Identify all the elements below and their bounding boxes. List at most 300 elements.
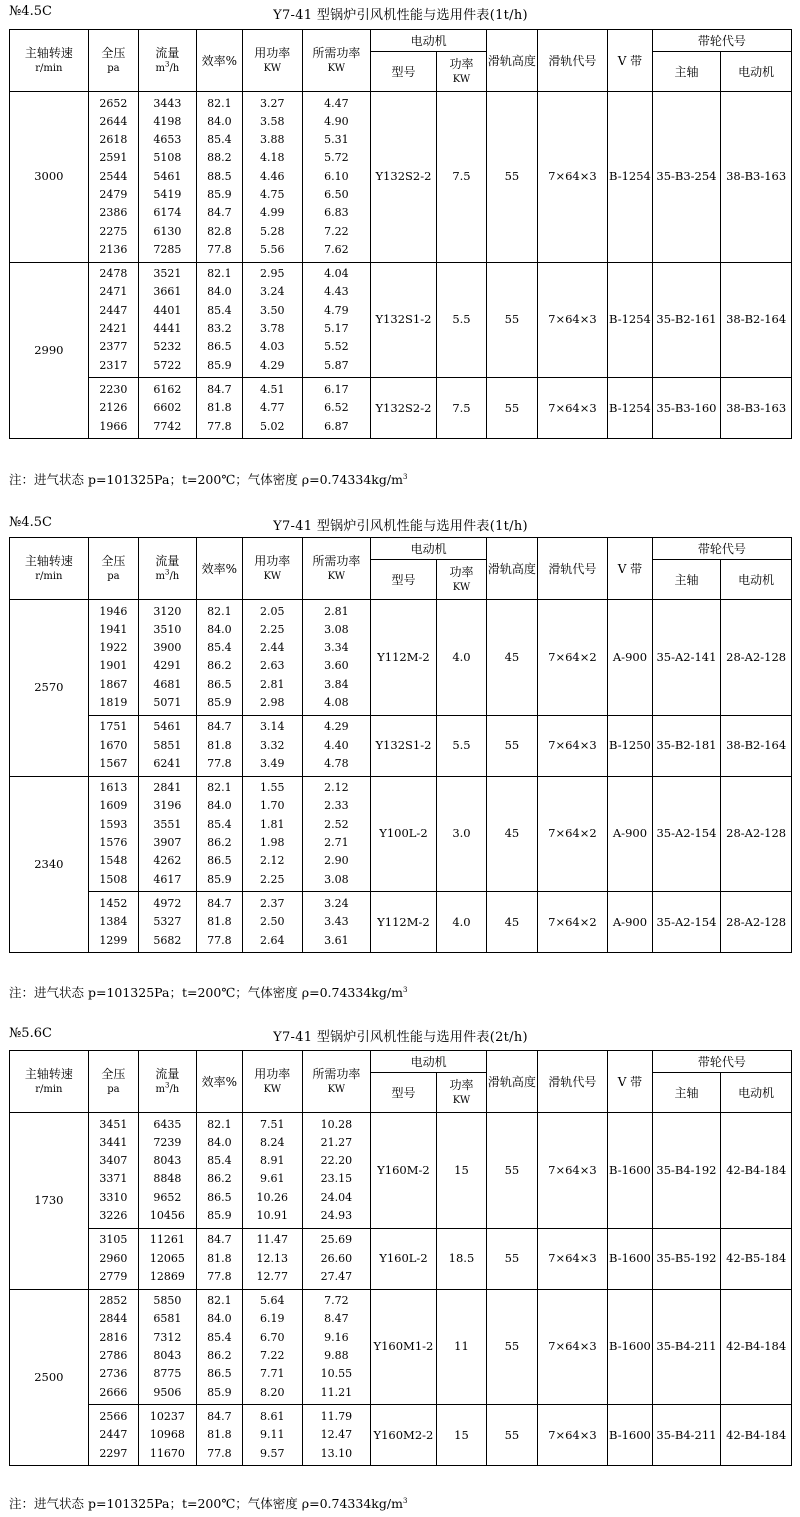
col-vbelt — [608, 30, 652, 92]
vbelt-cell — [608, 378, 652, 439]
cell-value: 2852 — [99, 1294, 128, 1308]
table-section — [9, 1026, 792, 1511]
section-header — [9, 515, 792, 537]
table-title: Y7-41 型锅炉引风机性能与选用件表(1t/h) — [273, 8, 528, 23]
cell-value: 26.60 — [320, 1251, 353, 1265]
speed-value: 2990 — [34, 342, 64, 357]
cell-value: 2317 — [99, 358, 128, 372]
cell-value: 3196 — [153, 799, 182, 813]
cell-value: 1922 — [99, 641, 128, 655]
motor-model-value: Y160M2-2 — [373, 1427, 434, 1442]
flow-cell — [139, 378, 197, 439]
col-pulley — [652, 538, 791, 560]
motor-model-cell — [371, 1289, 437, 1405]
cell-value: 2.52 — [324, 817, 349, 831]
motor-power-value: 15 — [454, 1162, 469, 1177]
col-motor-power-unit: KW — [452, 73, 471, 85]
pulley-motor-cell — [721, 1405, 792, 1466]
table-row — [10, 262, 792, 378]
used-power-cell — [243, 1405, 303, 1466]
col-rail-height — [487, 538, 537, 600]
motor-power-value: 4.0 — [452, 914, 471, 929]
cell-value: 4653 — [153, 133, 182, 147]
cell-value: 1966 — [99, 419, 128, 433]
cell-value: 5232 — [153, 340, 182, 354]
rail-code-value: 7×64×3 — [548, 1162, 597, 1177]
col-motor-label: 电动机 — [410, 1054, 447, 1069]
table-row — [10, 378, 792, 439]
cell-value: 5.52 — [324, 340, 349, 354]
pulley-motor-value: 38-B2-164 — [726, 312, 787, 327]
cell-value: 84.7 — [207, 896, 232, 910]
vbelt-cell — [608, 92, 652, 263]
col-pressure — [88, 30, 138, 92]
table-number: №4.5C — [9, 515, 52, 530]
col-rail-height — [487, 30, 537, 92]
cell-value: 5461 — [153, 720, 182, 734]
col-pulley-main-label: 主轴 — [674, 1085, 699, 1100]
cell-value: 81.8 — [207, 1251, 232, 1265]
col-pulley-motor — [721, 1073, 792, 1113]
cell-value: 4.51 — [260, 382, 285, 396]
cell-value: 3371 — [99, 1172, 128, 1186]
speed-cell — [10, 1289, 89, 1466]
speed-cell — [10, 262, 89, 439]
col-pulley-motor-label: 电动机 — [738, 1085, 775, 1100]
cell-value: 3.84 — [324, 677, 349, 691]
col-required-power-label: 所需功率 — [312, 1066, 361, 1081]
cell-value: 2.63 — [260, 659, 285, 673]
cell-value: 2.95 — [260, 267, 285, 281]
flow-cell — [139, 262, 197, 378]
cell-value: 3.49 — [260, 756, 285, 770]
cell-value: 2297 — [99, 1446, 128, 1460]
col-motor-power-unit: KW — [452, 1094, 471, 1106]
col-motor — [371, 30, 487, 52]
rail-code-value: 7×64×3 — [548, 1250, 597, 1265]
rail-height-cell — [487, 1289, 537, 1405]
cell-value: 2.37 — [260, 896, 285, 910]
cell-value: 4198 — [153, 114, 182, 128]
cell-value: 4.29 — [260, 358, 285, 372]
cell-value: 7.71 — [260, 1367, 285, 1381]
col-flow — [139, 1051, 197, 1113]
cell-value: 4.08 — [324, 695, 349, 709]
cell-value: 7742 — [153, 419, 182, 433]
vbelt-cell — [608, 892, 652, 953]
cell-value: 7.62 — [324, 242, 349, 256]
cell-value: 2447 — [99, 303, 128, 317]
cell-value: 2786 — [99, 1349, 128, 1363]
cell-value: 85.4 — [207, 641, 232, 655]
cell-value: 3.61 — [324, 933, 349, 947]
cell-value: 2.33 — [324, 799, 349, 813]
cell-value: 6162 — [153, 382, 182, 396]
cell-value: 2.81 — [324, 604, 349, 618]
cell-value: 2447 — [99, 1428, 128, 1442]
cell-value: 2230 — [99, 382, 128, 396]
cell-value: 86.2 — [207, 1172, 232, 1186]
cell-value: 4401 — [153, 303, 182, 317]
col-used-power — [243, 1051, 303, 1113]
cell-value: 2618 — [99, 133, 128, 147]
cell-value: 85.9 — [207, 1208, 232, 1222]
rail-height-value: 55 — [504, 400, 520, 415]
pulley-main-value: 35-B4-211 — [656, 1339, 717, 1354]
cell-value: 5850 — [153, 1294, 182, 1308]
cell-value: 6435 — [153, 1117, 182, 1131]
pulley-motor-cell — [721, 262, 792, 378]
rail-height-value: 55 — [504, 1162, 520, 1177]
pressure-cell — [88, 892, 138, 953]
cell-value: 2377 — [99, 340, 128, 354]
cell-value: 86.2 — [207, 659, 232, 673]
cell-value: 86.5 — [207, 677, 232, 691]
cell-value: 2275 — [99, 224, 128, 238]
col-rail-code — [537, 30, 608, 92]
cell-value: 85.9 — [207, 187, 232, 201]
cell-value: 12.13 — [256, 1251, 289, 1265]
cell-value: 4.79 — [324, 303, 349, 317]
table-row — [10, 892, 792, 953]
motor-model-cell — [371, 1228, 437, 1289]
cell-value: 8775 — [153, 1367, 182, 1381]
cell-value: 9.61 — [260, 1172, 285, 1186]
cell-value: 3.08 — [324, 872, 349, 886]
cell-value: 2.12 — [260, 854, 285, 868]
rail-code-value: 7×64×3 — [548, 1339, 597, 1354]
required-power-cell — [302, 262, 371, 378]
table-container — [9, 29, 792, 439]
cell-value: 7.22 — [260, 1349, 285, 1363]
pulley-main-cell — [652, 715, 721, 776]
table-note: 注：进气状态 p=101325Pa；t=200℃；气体密度 $\rho=0.74334kg/m^3$ — [9, 1496, 408, 1511]
efficiency-cell — [196, 92, 242, 263]
required-power-cell — [302, 1228, 371, 1289]
cell-value: 3.32 — [260, 738, 285, 752]
cell-value: 85.4 — [207, 133, 232, 147]
motor-power-cell — [436, 892, 486, 953]
col-efficiency — [196, 1051, 242, 1113]
cell-value: 4.18 — [260, 151, 285, 165]
rail-height-cell — [487, 1228, 537, 1289]
cell-value: 10.55 — [320, 1367, 353, 1381]
cell-value: 2.44 — [260, 641, 285, 655]
cell-value: 6.19 — [260, 1312, 285, 1326]
motor-model-cell — [371, 378, 437, 439]
col-rail-code-label: 滑轨代号 — [548, 53, 597, 68]
cell-value: 85.4 — [207, 1154, 232, 1168]
cell-value: 5.17 — [324, 322, 349, 336]
cell-value: 3443 — [153, 96, 182, 110]
vbelt-cell — [608, 1289, 652, 1405]
col-vbelt-label: V 带 — [617, 1074, 643, 1089]
pulley-motor-value: 38-B3-163 — [726, 400, 787, 415]
cell-value: 5419 — [153, 187, 182, 201]
pulley-main-value: 35-B4-192 — [656, 1162, 717, 1177]
col-pulley — [652, 1051, 791, 1073]
col-vbelt-label: V 带 — [617, 53, 643, 68]
used-power-cell — [243, 1289, 303, 1405]
cell-value: 1548 — [99, 854, 128, 868]
rail-height-value: 55 — [504, 1250, 520, 1265]
rail-code-cell — [537, 1405, 608, 1466]
speed-cell — [10, 600, 89, 777]
speed-value: 1730 — [34, 1193, 64, 1208]
motor-model-value: Y100L-2 — [379, 826, 428, 841]
pulley-main-value: 35-A2-154 — [656, 914, 717, 929]
col-pulley-motor — [721, 560, 792, 600]
cell-value: 6581 — [153, 1312, 182, 1326]
pulley-motor-cell — [721, 1228, 792, 1289]
col-rail-height-label: 滑轨高度 — [487, 1074, 536, 1089]
cell-value: 12869 — [149, 1269, 185, 1283]
cell-value: 84.7 — [207, 206, 232, 220]
col-motor-power-label: 功率 — [449, 56, 474, 71]
cell-value: 3105 — [99, 1233, 128, 1247]
cell-value: 4.40 — [324, 738, 349, 752]
cell-value: 1867 — [99, 677, 128, 691]
pressure-cell — [88, 600, 138, 716]
cell-value: 11.47 — [256, 1233, 289, 1247]
col-used-power — [243, 30, 303, 92]
cell-value: 5851 — [153, 738, 182, 752]
rail-code-cell — [537, 1113, 608, 1229]
cell-value: 1819 — [99, 695, 128, 709]
col-speed-label: 主轴转速 — [24, 45, 73, 60]
cell-value: 3.14 — [260, 720, 285, 734]
col-speed-unit: r/min — [35, 570, 63, 582]
cell-value: 6.10 — [324, 169, 349, 183]
table-note: 注：进气状态 p=101325Pa；t=200℃；气体密度 $\rho=0.74334kg/m^3$ — [9, 985, 408, 1000]
cell-value: 10456 — [149, 1208, 185, 1222]
cell-value: 2126 — [99, 401, 128, 415]
cell-value: 4.29 — [324, 720, 349, 734]
cell-value: 4262 — [153, 854, 182, 868]
cell-value: 77.8 — [207, 756, 232, 770]
required-power-cell — [302, 776, 371, 892]
cell-value: 77.8 — [207, 1269, 232, 1283]
motor-power-value: 7.5 — [452, 169, 471, 184]
flow-cell — [139, 776, 197, 892]
required-power-cell — [302, 892, 371, 953]
col-motor-model — [371, 52, 437, 92]
col-motor-model — [371, 560, 437, 600]
cell-value: 1508 — [99, 872, 128, 886]
cell-value: 9.16 — [324, 1330, 349, 1344]
motor-model-cell — [371, 715, 437, 776]
cell-value: 5682 — [153, 933, 182, 947]
rail-code-value: 7×64×3 — [548, 400, 597, 415]
cell-value: 2652 — [99, 96, 128, 110]
cell-value: 1299 — [99, 933, 128, 947]
cell-value: 2471 — [99, 285, 128, 299]
rail-code-cell — [537, 892, 608, 953]
cell-value: 8.47 — [324, 1312, 349, 1326]
required-power-cell — [302, 92, 371, 263]
cell-value: 5.31 — [324, 133, 349, 147]
rail-height-value: 55 — [504, 169, 520, 184]
col-pressure — [88, 1051, 138, 1113]
cell-value: 82.1 — [207, 781, 232, 795]
used-power-cell — [243, 600, 303, 716]
used-power-cell — [243, 378, 303, 439]
motor-power-value: 15 — [454, 1427, 469, 1442]
col-efficiency-label: 效率% — [201, 1074, 238, 1089]
cell-value: 86.2 — [207, 836, 232, 850]
col-efficiency — [196, 538, 242, 600]
cell-value: 25.69 — [320, 1233, 353, 1247]
vbelt-cell — [608, 1113, 652, 1229]
table-container — [9, 1050, 792, 1466]
vbelt-value: A-900 — [612, 649, 648, 664]
speed-value: 2340 — [34, 856, 64, 871]
cell-value: 3.34 — [324, 641, 349, 655]
col-pressure-label: 全压 — [101, 45, 126, 60]
table-note: 注：进气状态 p=101325Pa；t=200℃；气体密度 $\rho=0.74334kg/m^3$ — [9, 472, 408, 487]
used-power-cell — [243, 892, 303, 953]
col-speed — [10, 538, 89, 600]
cell-value: 4.78 — [324, 756, 349, 770]
motor-power-cell — [436, 92, 486, 263]
table-number: №5.6C — [9, 1026, 52, 1041]
col-required-power-unit: KW — [327, 62, 346, 74]
used-power-cell — [243, 262, 303, 378]
speed-value: 2570 — [34, 680, 64, 695]
cell-value: 12.77 — [256, 1269, 289, 1283]
cell-value: 86.5 — [207, 854, 232, 868]
pulley-motor-value: 42-B5-184 — [726, 1250, 787, 1265]
pulley-motor-cell — [721, 600, 792, 716]
rail-height-cell — [487, 92, 537, 263]
rail-height-value: 45 — [504, 914, 520, 929]
cell-value: 1452 — [99, 896, 128, 910]
cell-value: 4681 — [153, 677, 182, 691]
motor-model-cell — [371, 892, 437, 953]
cell-value: 6.50 — [324, 187, 349, 201]
cell-value: 6241 — [153, 756, 182, 770]
col-vbelt — [608, 538, 652, 600]
col-pulley-label: 带轮代号 — [697, 1054, 746, 1069]
table-row — [10, 715, 792, 776]
pressure-cell — [88, 776, 138, 892]
header-row — [10, 1051, 792, 1073]
cell-value: 2.64 — [260, 933, 285, 947]
cell-value: 2844 — [99, 1312, 128, 1326]
rail-code-value: 7×64×3 — [548, 1427, 597, 1442]
cell-value: 5461 — [153, 169, 182, 183]
cell-value: 8.61 — [260, 1409, 285, 1423]
cell-value: 8043 — [153, 1154, 182, 1168]
pulley-motor-cell — [721, 892, 792, 953]
rail-code-cell — [537, 378, 608, 439]
cell-value: 3.27 — [260, 96, 285, 110]
pulley-main-cell — [652, 892, 721, 953]
pulley-motor-cell — [721, 776, 792, 892]
speed-value: 2500 — [34, 1369, 64, 1384]
table-row — [10, 1228, 792, 1289]
used-power-cell — [243, 1228, 303, 1289]
col-flow-label: 流量 — [155, 553, 180, 568]
col-required-power — [302, 30, 371, 92]
col-flow — [139, 538, 197, 600]
cell-value: 10.26 — [256, 1190, 289, 1204]
motor-model-value: Y160M1-2 — [373, 1339, 434, 1354]
cell-value: 2136 — [99, 242, 128, 256]
cell-value: 84.7 — [207, 1233, 232, 1247]
col-pulley-motor-label: 电动机 — [738, 572, 775, 587]
cell-value: 84.7 — [207, 720, 232, 734]
pressure-cell — [88, 1289, 138, 1405]
col-pulley-label: 带轮代号 — [697, 541, 746, 556]
motor-model-value: Y160M-2 — [377, 1162, 430, 1177]
efficiency-cell — [196, 1289, 242, 1405]
col-rail-height-label: 滑轨高度 — [487, 561, 536, 576]
cell-value: 82.1 — [207, 267, 232, 281]
cell-value: 2421 — [99, 322, 128, 336]
cell-value: 84.7 — [207, 382, 232, 396]
rail-height-cell — [487, 715, 537, 776]
cell-value: 2779 — [99, 1269, 128, 1283]
cell-value: 13.10 — [320, 1446, 353, 1460]
cell-value: 4972 — [153, 896, 182, 910]
vbelt-value: B-1600 — [609, 1427, 651, 1442]
cell-value: 6130 — [153, 224, 182, 238]
pulley-main-cell — [652, 776, 721, 892]
col-pulley-main — [652, 1073, 721, 1113]
section-header — [9, 4, 792, 26]
cell-value: 9.57 — [260, 1446, 285, 1460]
flow-cell — [139, 1113, 197, 1229]
col-used-power — [243, 538, 303, 600]
table-row — [10, 1113, 792, 1229]
cell-value: 3.50 — [260, 303, 285, 317]
pulley-motor-cell — [721, 378, 792, 439]
flow-cell — [139, 1289, 197, 1405]
cell-value: 3661 — [153, 285, 182, 299]
cell-value: 3441 — [99, 1135, 128, 1149]
rail-code-value: 7×64×2 — [548, 649, 597, 664]
table-section — [9, 515, 792, 1000]
cell-value: 3310 — [99, 1190, 128, 1204]
motor-power-value: 5.5 — [452, 312, 471, 327]
motor-model-cell — [371, 600, 437, 716]
cell-value: 3451 — [99, 1117, 128, 1131]
required-power-cell — [302, 715, 371, 776]
cell-value: 3551 — [153, 817, 182, 831]
cell-value: 84.0 — [207, 114, 232, 128]
motor-model-value: Y132S1-2 — [375, 737, 432, 752]
cell-value: 2.25 — [260, 622, 285, 636]
col-required-power-unit: KW — [327, 570, 346, 582]
required-power-cell — [302, 600, 371, 716]
motor-power-cell — [436, 715, 486, 776]
motor-power-value: 5.5 — [452, 737, 471, 752]
cell-value: 1.81 — [260, 817, 285, 831]
rail-code-value: 7×64×2 — [548, 826, 597, 841]
cell-value: 3407 — [99, 1154, 128, 1168]
col-efficiency-label: 效率% — [201, 561, 238, 576]
cell-value: 1567 — [99, 756, 128, 770]
col-rail-code-label: 滑轨代号 — [548, 1074, 597, 1089]
cell-value: 3900 — [153, 641, 182, 655]
rail-height-value: 55 — [504, 737, 520, 752]
motor-model-value: Y112M-2 — [377, 914, 430, 929]
cell-value: 2386 — [99, 206, 128, 220]
cell-value: 2.90 — [324, 854, 349, 868]
rail-code-cell — [537, 92, 608, 263]
col-flow-label: 流量 — [155, 45, 180, 60]
